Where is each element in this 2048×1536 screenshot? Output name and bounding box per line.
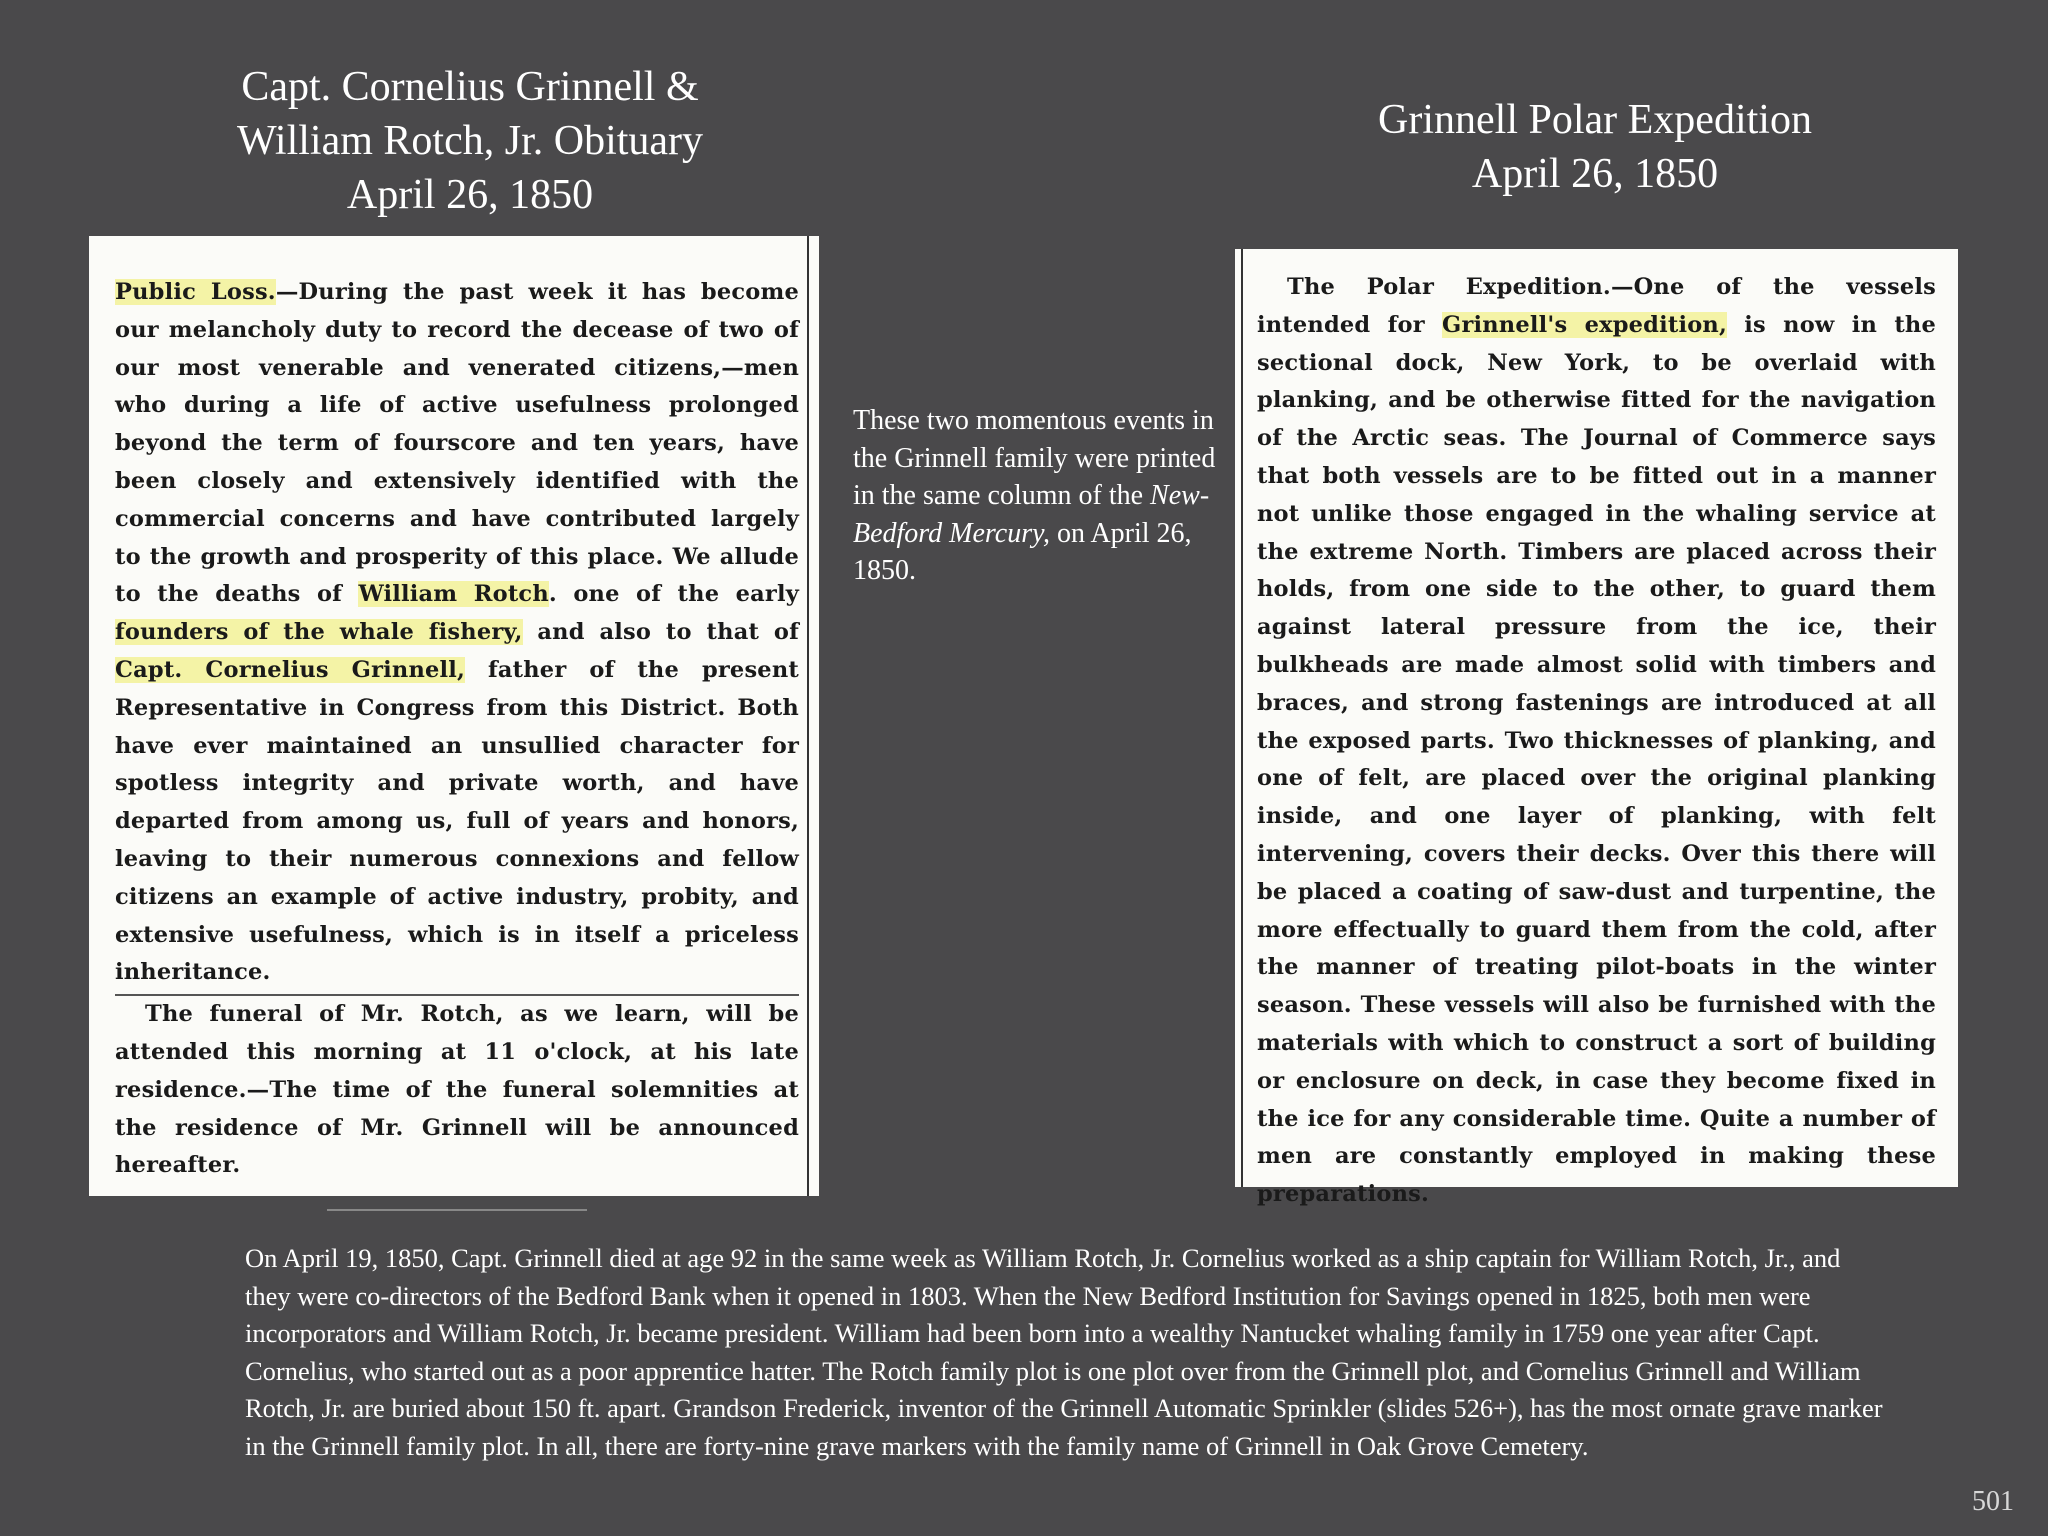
highlight-william-rotch: William Rotch [358, 581, 549, 608]
side-note-text: These two momentous events in the Grinnell family were printed in the same column of the [853, 405, 1216, 511]
expedition-text: —One of the vessels intended for [1257, 274, 1936, 338]
obituary-text: and also to that of [522, 619, 799, 646]
expedition-heading: The Polar Expedition. [1287, 274, 1611, 300]
obituary-text: . one of the early [548, 581, 799, 608]
left-title-line1: Capt. Cornelius Grinnell & [241, 64, 699, 110]
column-rule [1241, 249, 1243, 1187]
obituary-text: —During the past week it has become our melancholy duty to record the decease of two of our most venerable and venerated citizens,—men who during a life of active usefulness prolonged beyond the term of fourscore and ten years, have been closely and extensively identified with the commercial concerns and have contributed largely to the growth and prosperity of this place. We allude to the deaths of [115, 279, 799, 608]
side-note-text: on April 26, 1850. [853, 517, 1192, 586]
side-note [853, 402, 1243, 590]
closing-rule [327, 1209, 587, 1211]
right-title-line1: Grinnell Polar Expedition [1378, 97, 1812, 143]
expedition-paragraph [1257, 269, 1936, 1214]
obituary-text: father of the present Representative in Congress from this District. Both have ever maintained an unsullied character for spotless integrity and private worth, and have departed from among us, full of years and honors, leaving to their numerous connexions and fellow citizens an example of active industry, probity, and extensive usefulness, which is in itself a priceless inheritance. [115, 656, 799, 986]
left-title-line2: William Rotch, Jr. Obituary [236, 118, 704, 164]
expedition-text: is now in the sectional dock, New York, to be overlaid with planking, and be otherwise fitted for the navigation of the Arctic seas. The Journal of Commerce says that both vessels are to be fitted out in a manner not unlike those engaged in the whaling service at the extreme North. Timbers are placed across their holds, from one side to the other, to guard them against lateral pressure from the ice, their bulkheads are made almost solid with timbers and braces, and strong fastenings are introduced at all the exposed parts. Two thicknesses of planking, and one of felt, are placed over the original planking inside, and one layer of planking, with felt intervening, covers their decks. Over this there will be placed a coating of saw-dust and turpentine, the more effectually to guard them from the cold, after the manner of treating pilot-boats in the winter season. These vessels will also be furnished with the materials with which to construct a sort of building or enclosure on deck, in case they become fixed in the ice for any considerable time. Quite a number of men are constantly employed in making these preparations. [1257, 311, 1936, 1208]
left-title-date: April 26, 1850 [346, 172, 594, 218]
column-rule [807, 236, 809, 1196]
caption-paragraph: On April 19, 1850, Capt. Grinnell died at age 92 in the same week as William Rotch, Jr. Cornelius worked as a ship captain for William Rotch, Jr., and they were co-directors of the Bedford Bank when it opened in 1803. When the New Bedford Institution for Savings opened in 1825, both men were incorporators and William Rotch, Jr. became president. William had been born into a wealthy Nantucket whaling family in 1759 one year after Capt. Cornelius, who started out as a poor apprentice hatter. The Rotch family plot is one plot over from the Grinnell plot, and Cornelius Grinnell and William Rotch, Jr. are buried about 150 ft. apart. Grandson Frederick, inventor of the Grinnell Automatic Sprinkler (slides 526+), has the most ornate grave marker in the Grinnell family plot. In all, there are forty-nine grave markers with the family name of Grinnell in Oak Grove Cemetery. [245, 1243, 1883, 1461]
highlight-founders: founders of the whale fishery, [115, 619, 523, 646]
highlight-grinnell-expedition: Grinnell's expedition, [1442, 311, 1727, 338]
obituary-heading: Public Loss. [115, 279, 276, 305]
right-title [1290, 93, 1900, 201]
funeral-paragraph: The funeral of Mr. Rotch, as we learn, will be attended this morning at 11 o'clock, at his late residence.—The time of the funeral solemnities at the residence of Mr. Grinnell will be announced hereafter. [115, 1001, 799, 1179]
obituary-clipping [89, 236, 819, 1196]
left-title [160, 60, 780, 222]
highlight-cornelius-grinnell: Capt. Cornelius Grinnell, [115, 656, 466, 683]
polar-expedition-clipping [1235, 249, 1958, 1208]
newspaper-name: New-Bedford Mercury, [853, 480, 1210, 549]
obituary-paragraph-1 [115, 274, 799, 992]
slide-number: 501 [1972, 1486, 2014, 1517]
right-title-date: April 26, 1850 [1471, 151, 1719, 197]
